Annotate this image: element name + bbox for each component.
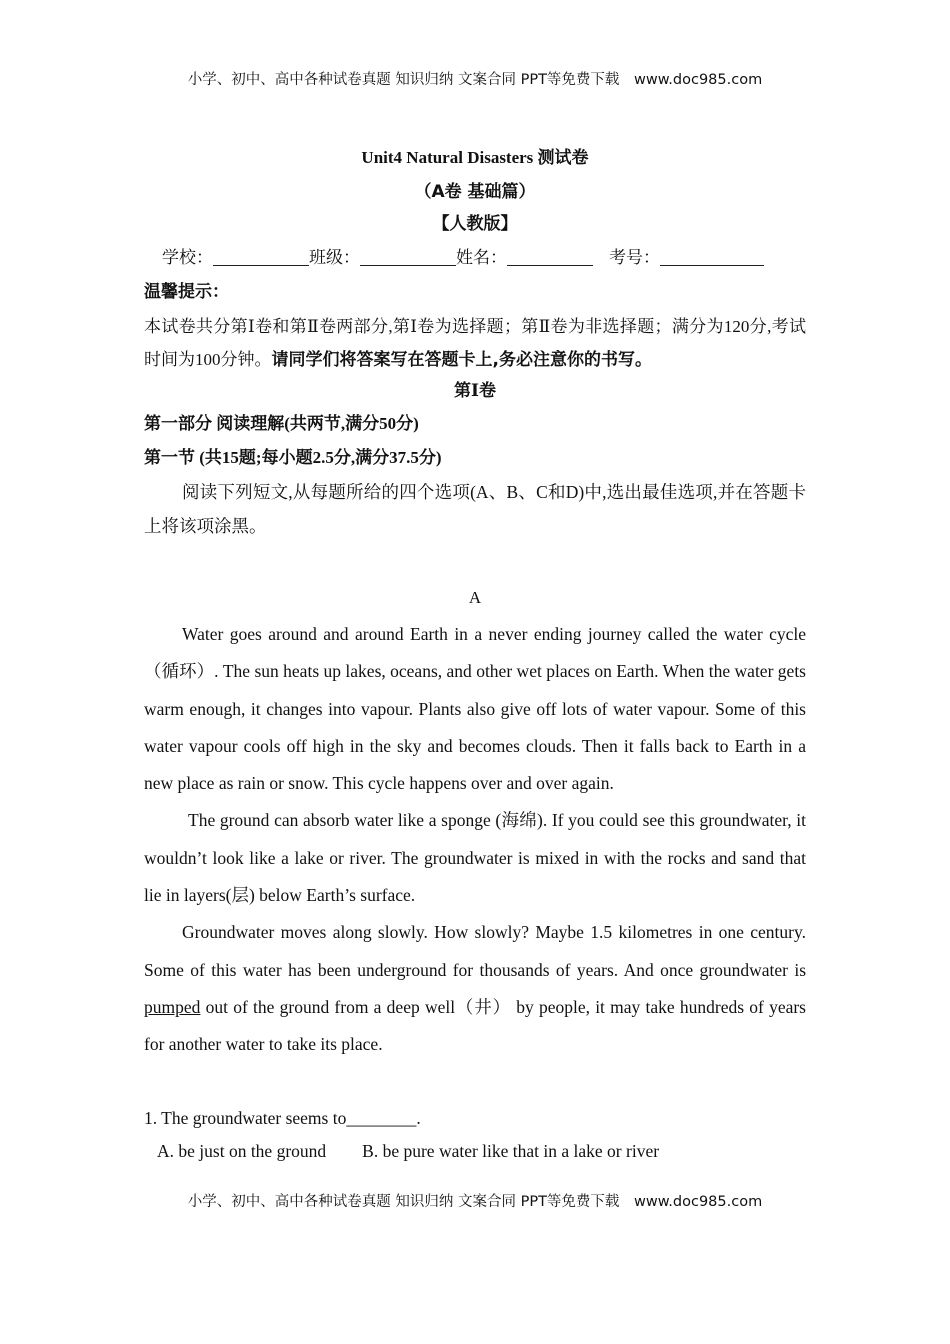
section-heading: 第一节 (共15题;每小题2.5分,满分37.5分) — [144, 448, 442, 467]
school-label: 学校： — [162, 248, 213, 268]
option-a[interactable]: A. be just on the ground — [157, 1141, 327, 1161]
notice-label: 温馨提示： — [144, 282, 229, 302]
volume-heading: 第Ⅰ卷 — [454, 381, 496, 400]
notice-emphasis: 请同学们将答案写在答题卡上,务必注意你的书写。 — [271, 350, 652, 370]
exam-edition: 【人教版】 — [432, 214, 518, 234]
p3-before: Groundwater moves along slowly. How slowly? Maybe 1.5 kilometres in one century. Some of this water has been underground for thousands of years. And once groundwater is — [144, 922, 806, 980]
reading-passage — [144, 616, 806, 1064]
p3-after: out of the ground from a deep well（井） by people, it may take hundreds of years for another water to take its place. — [144, 996, 806, 1055]
passage-letter: A — [468, 588, 482, 607]
underlined-word: pumped — [144, 996, 201, 1017]
banner-url[interactable]: www.doc985.com — [634, 72, 763, 88]
passage-paragraph-3 — [144, 914, 806, 1063]
name-label: 姓名： — [456, 248, 507, 268]
banner-text: 小学、初中、高中各种试卷真题 知识归纳 文案合同 PPT等免费下载 — [187, 72, 620, 88]
school-blank[interactable] — [213, 247, 309, 266]
class-label: 班级： — [309, 248, 360, 268]
part-heading: 第一部分 阅读理解(共两节,满分50分) — [144, 414, 419, 433]
footer-banner — [0, 1190, 950, 1211]
instruction-text: 阅读下列短文,从每题所给的四个选项(A、B、C和D)中,选出最佳选项,并在答题卡上将该项涂黑。 — [144, 482, 806, 536]
number-label: 考号： — [609, 248, 660, 268]
notice-paragraph — [144, 310, 806, 377]
exam-subtitle: （A卷 基础篇） — [414, 182, 536, 202]
notice-body: 本试卷共分第Ⅰ卷和第Ⅱ卷两部分,第Ⅰ卷为选择题；第Ⅱ卷为非选择题；满分为120分,考试时间为100分钟。 — [144, 317, 806, 369]
footer-banner-text: 小学、初中、高中各种试卷真题 知识归纳 文案合同 PPT等免费下载 — [187, 1194, 620, 1210]
passage-paragraph-2: The ground can absorb water like a sponge (海绵). If you could see this groundwater, it wouldn’t look like a lake or river. The groundwater is mixed in with the rocks and sand that lie in layers(层) below Earth’s surface. — [144, 810, 806, 906]
question-1-options — [157, 1136, 659, 1166]
option-b[interactable]: B. be pure water like that in a lake or river — [362, 1141, 660, 1161]
number-blank[interactable] — [660, 247, 764, 266]
header-banner — [0, 68, 950, 89]
passage-paragraph-1: Water goes around and around Earth in a never ending journey called the water cycle（循环）. The sun heats up lakes, oceans, and other wet places on Earth. When the water gets warm enough, it changes into vapour. Plants also give off lots of water vapour. Some of this water vapour cools off high in the sky and becomes clouds. Then it falls back to Earth in a new place as rain or snow. This cycle happens over and over again. — [144, 624, 806, 794]
footer-banner-url[interactable]: www.doc985.com — [634, 1194, 763, 1210]
question-1-stem: 1. The groundwater seems to________. — [144, 1108, 421, 1128]
exam-title: Unit4 Natural Disasters 测试卷 — [361, 148, 589, 167]
name-blank[interactable] — [507, 247, 593, 266]
student-info-line — [162, 243, 802, 268]
class-blank[interactable] — [360, 247, 456, 266]
